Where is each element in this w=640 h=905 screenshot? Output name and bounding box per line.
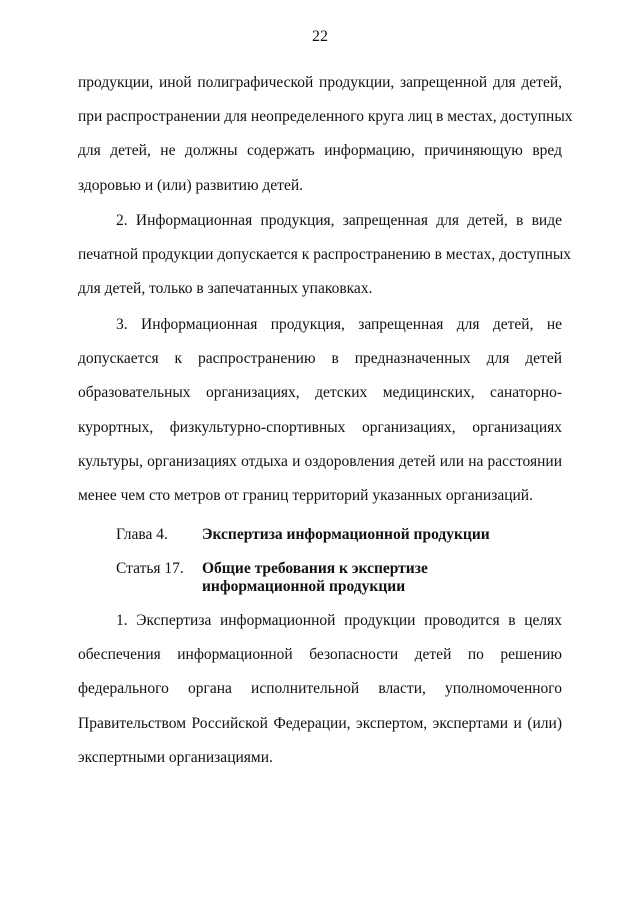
- text-line: 1. Экспертиза информационной продукции проводится в целях: [116, 612, 562, 629]
- text-line: обеспечения информационной безопасности детей по решению: [78, 646, 562, 664]
- text-line: экспертными организациями.: [78, 748, 273, 766]
- text-line: для детей, не должны содержать информацию, причиняющую вред: [78, 142, 562, 160]
- text-line: печатной продукции допускается к распространению в местах, доступных: [78, 246, 572, 264]
- paragraph-item-article-17-1: [78, 604, 562, 775]
- text-line: здоровью и (или) развитию детей.: [78, 176, 303, 194]
- text-line: при распространении для неопределенного круга лиц в местах, доступных: [78, 108, 573, 126]
- chapter-label: Глава 4.: [116, 526, 168, 543]
- text-line: для детей, только в запечатанных упаковках.: [78, 280, 373, 298]
- text-line: курортных, физкультурно-спортивных организациях, организациях: [78, 418, 562, 436]
- text-line: продукции, иной полиграфической продукции, запрещенной для детей,: [78, 74, 562, 91]
- text-line: культуры, организациях отдыха и оздоровления детей или на расстоянии: [78, 452, 562, 470]
- text-line: федерального органа исполнительной власти, уполномоченного: [78, 680, 562, 698]
- article-label: Статья 17.: [116, 560, 184, 577]
- paragraph-item-2: [78, 204, 572, 307]
- text-line: 2. Информационная продукция, запрещенная для детей, в виде: [116, 212, 562, 229]
- chapter-title: Экспертиза информационной продукции: [202, 526, 490, 543]
- article-title-line-1: Общие требования к экспертизе: [202, 560, 428, 577]
- text-line: 3. Информационная продукция, запрещенная для детей, не: [116, 316, 562, 333]
- text-line: Правительством Российской Федерации, экспертом, экспертами и (или): [78, 714, 562, 732]
- text-line: менее чем сто метров от границ территорий указанных организаций.: [78, 487, 533, 505]
- article-title-line-2: информационной продукции: [202, 578, 406, 595]
- paragraph-item-3: [78, 308, 562, 513]
- text-line: образовательных организациях, детских медицинских, санаторно-: [78, 384, 562, 402]
- page-number: 22: [312, 28, 328, 45]
- paragraph-continuation: [78, 66, 573, 203]
- text-line: допускается к распространению в предназначенных для детей: [78, 350, 562, 368]
